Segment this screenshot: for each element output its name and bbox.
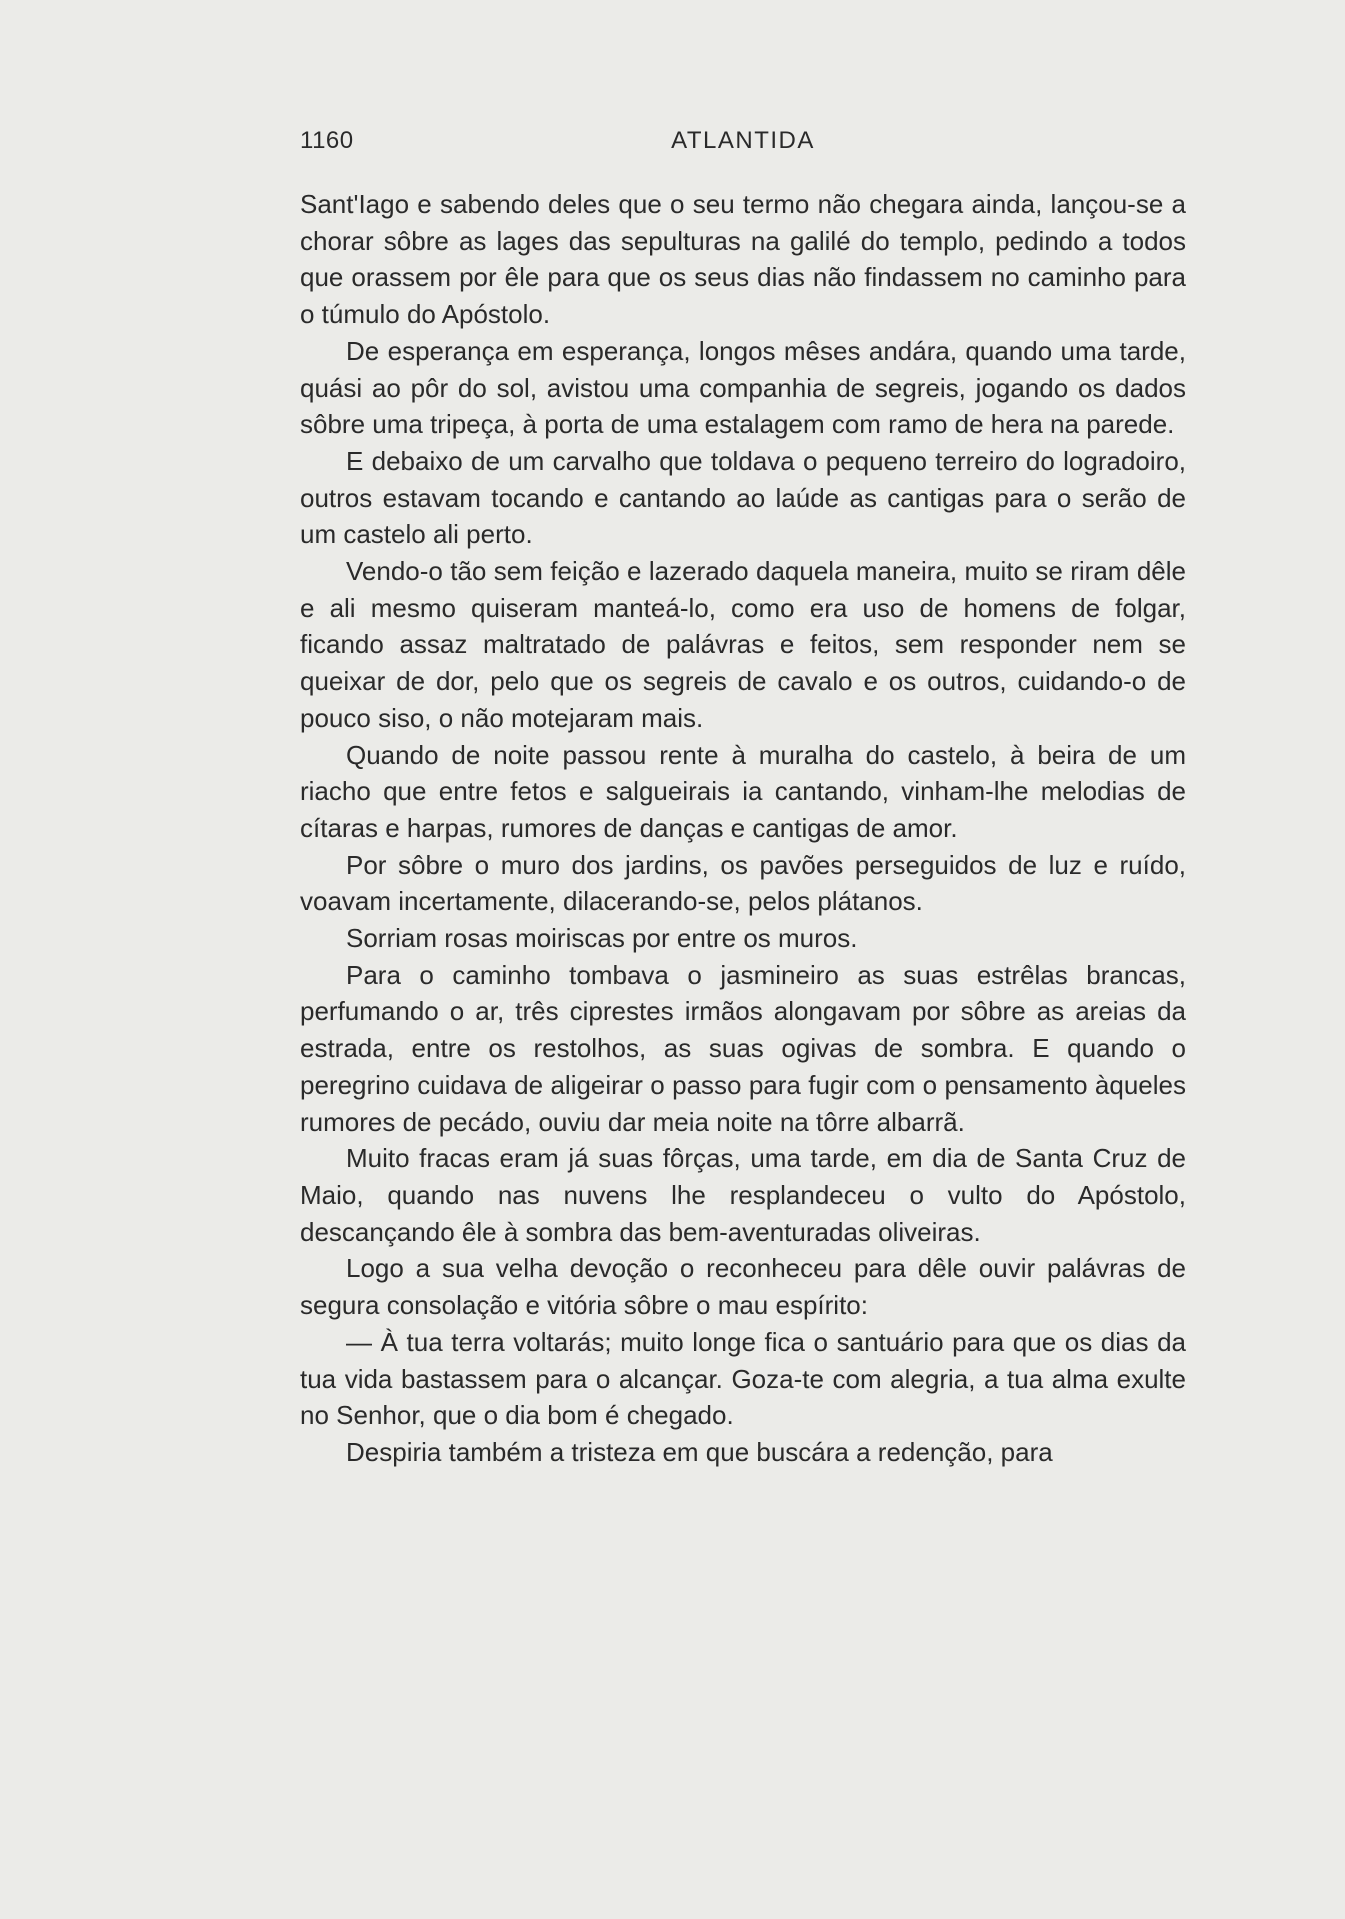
body-text: [300, 186, 1186, 1471]
page-header: [300, 124, 1186, 158]
paragraph: Vendo-o tão sem feição e lazerado daquela maneira, muito se riram dêle e ali mesmo quiseram manteá-lo, como era uso de homens de folgar, ficando assaz maltratado de palávras e feitos, sem responder nem se queixar de dor, pelo que os segreis de cavalo e os outros, cuidando-o de pouco siso, o não motejaram mais.: [300, 556, 1186, 733]
paragraph: Despiria também a tristeza em que buscára a redenção, para: [346, 1436, 1053, 1467]
paragraph: Para o caminho tombava o jasmineiro as suas estrêlas brancas, perfumando o ar, três ciprestes irmãos alongavam por sôbre as areias da estrada, entre os restolhos, as suas ogivas de sombra. E quando o peregrino cuidava de aligeirar o passo para fugir com o pensamento àqueles rumores de pecádo, ouviu dar meia noite na tôrre albarrã.: [300, 959, 1186, 1137]
paragraph: Muito fracas eram já suas fôrças, uma tarde, em dia de Santa Cruz de Maio, quando nas nuvens lhe resplandeceu o vulto do Apóstolo, descançando êle à sombra das bem-aventuradas oliveiras.: [300, 1143, 1186, 1247]
paragraph: — À tua terra voltarás; muito longe fica o santuário para que os dias da tua vida bastassem para o alcançar. Goza-te com alegria, a tua alma exulte no Senhor, que o dia bom é chegado.: [300, 1326, 1186, 1431]
page-number: 1160: [300, 127, 354, 154]
paragraph: Sant'Iago e sabendo deles que o seu termo não chegara ainda, lançou-se a chorar sôbre as lages das sepulturas na galilé do templo, pedindo a todos que orassem por êle para que os seus dias não findassem no caminho para o túmulo do Apóstolo.: [300, 189, 1186, 330]
paragraph: E debaixo de um carvalho que toldava o pequeno terreiro do logradoiro, outros estavam tocando e cantando ao laúde as cantigas para o serão de um castelo ali perto.: [300, 445, 1186, 550]
paragraph: Por sôbre o muro dos jardins, os pavões perseguidos de luz e ruído, voavam incertamente, dilacerando-se, pelos plátanos.: [300, 849, 1186, 917]
paragraph: Quando de noite passou rente à muralha do castelo, à beira de um riacho que entre fetos e salgueirais ia cantando, vinham-lhe melodias de cítaras e harpas, rumores de danças e cantigas de amor.: [300, 739, 1186, 843]
paragraph: Sorriam rosas moiriscas por entre os muros.: [346, 923, 858, 954]
running-title: ATLANTIDA: [671, 127, 815, 154]
paragraph: Logo a sua velha devoção o reconheceu para dêle ouvir palávras de segura consolação e vitória sôbre o mau espírito:: [300, 1253, 1186, 1321]
paragraph: De esperança em esperança, longos mêses andára, quando uma tarde, quási ao pôr do sol, avistou uma companhia de segreis, jogando os dados sôbre uma tripeça, à porta de uma estalagem com ramo de hera na parede.: [300, 335, 1186, 440]
